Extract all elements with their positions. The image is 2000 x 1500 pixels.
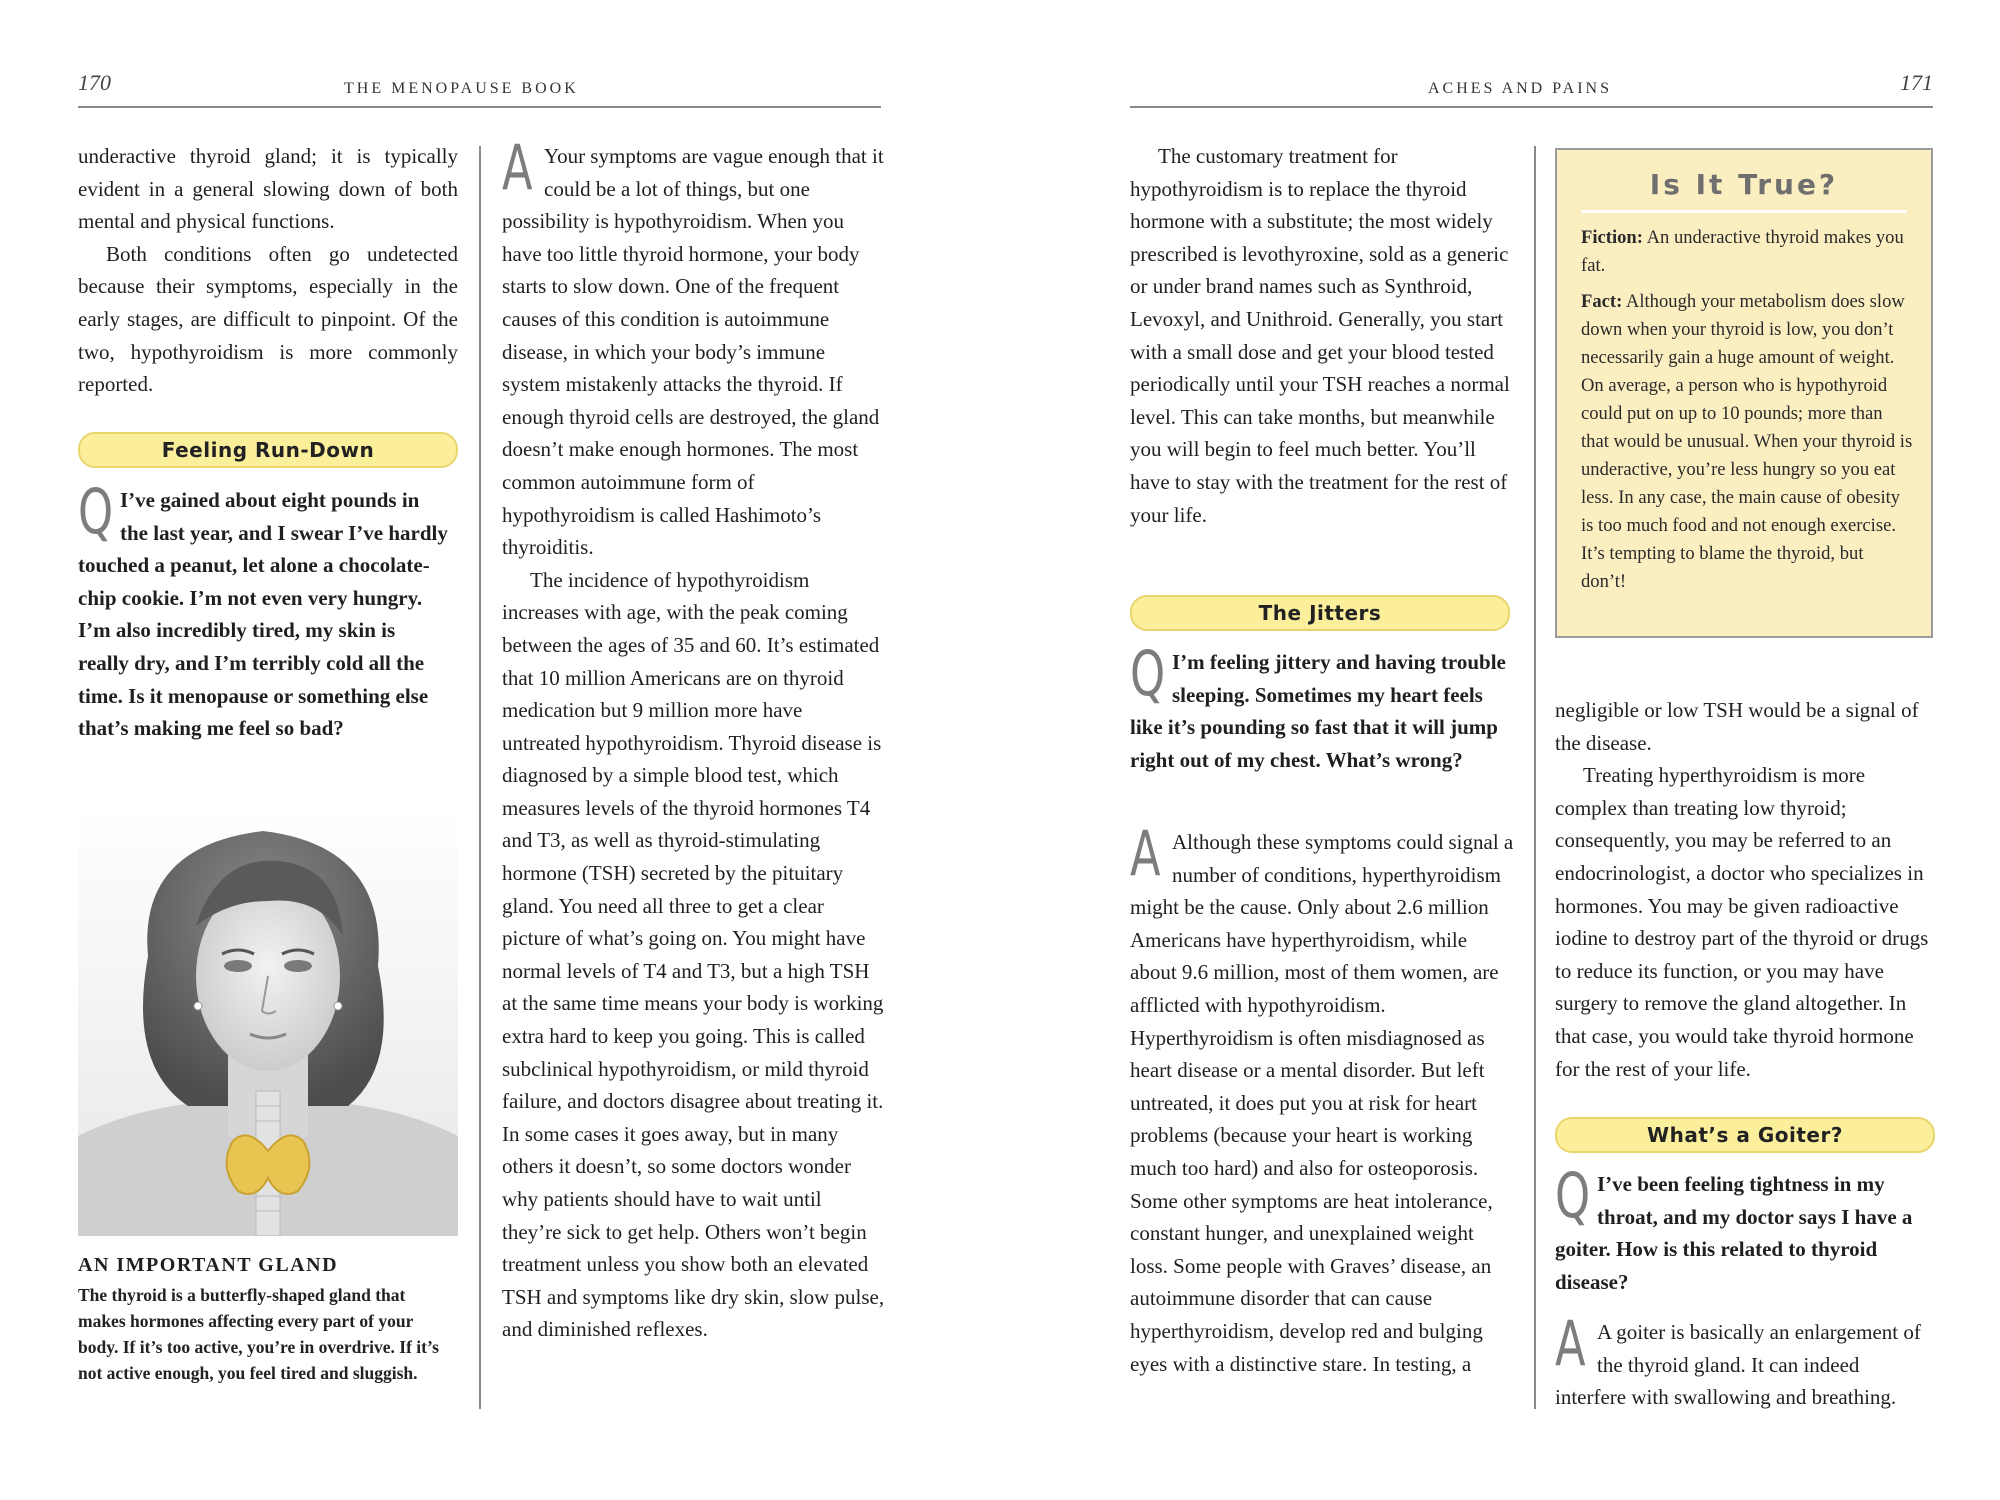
paragraph: Your symptoms are vague enough that it could be a lot of things, but one possibility is hypothyroidism. When you have too little thyroid hormone, your body starts to slow down. One of the frequent causes of this condition is autoimmune disease, in which your body’s immune system mistakenly attacks the thyroid. If enough thyroid cells are destroyed, the gland doesn’t make enough hormones. The most common autoimmune form of hypothyroidism is called Hashimoto’s thyroiditis. — [502, 144, 884, 560]
figure-caption: The thyroid is a butterfly-shaped gland that makes hormones affecting every part of your body. If it’s too active, you’re in overdrive. If it’s not active enough, you feel tired and sluggish. — [78, 1285, 439, 1383]
answer-drop-cap: A — [502, 131, 533, 204]
fact-label: Fact: — [1581, 291, 1623, 312]
fiction-statement — [1581, 224, 1913, 280]
fact-text: Although your metabolism does slow down when your thyroid is low, you don’t necessarily gain a huge amount of weight. On average, a person who is hypothyroid could put on up to 10 pounds; more than that would be unusual. When your thyroid is underactive, you’re less hungry so you eat less. In any case, the main cause of obesity is too much food and not enough exercise. It’s tempting to blame the thyroid, but don’t! — [1581, 291, 1913, 592]
page-number: 170 — [78, 70, 111, 95]
figure-caption-title: AN IMPORTANT GLAND — [78, 1254, 339, 1276]
paragraph: negligible or low TSH would be a signal of the disease. — [1555, 698, 1919, 755]
woman-portrait-icon — [78, 806, 458, 1236]
answer-drop-cap: A — [1130, 817, 1161, 890]
answer-block — [1130, 817, 1515, 1380]
section-heading: What’s a Goiter? — [1555, 1117, 1935, 1153]
question-text: I’ve been feeling tightness in my throat, and my doctor says I have a goiter. How is this related to thyroid disease? — [1555, 1172, 1913, 1294]
column-divider — [479, 146, 481, 1409]
fiction-label: Fiction: — [1581, 227, 1643, 248]
sidebar-body — [1581, 224, 1913, 604]
paragraph: Treating hyperthyroidism is more complex than treating low thyroid; consequently, you may be referred to an endocrinologist, a doctor who specializes in hormones. You may be given radioactive iodine to destroy part of the thyroid or drugs to reduce its function, or you may have surgery to remove the gland altogether. In that case, you would take thyroid hormone for the rest of your life. — [1555, 763, 1929, 1081]
sidebar-divider — [1581, 210, 1907, 213]
right-column-intro — [1130, 140, 1515, 531]
question-drop-cap: Q — [78, 475, 114, 548]
running-title: ACHES AND PAINS — [1428, 80, 1612, 97]
answer-block — [502, 131, 885, 1346]
section-heading: The Jitters — [1130, 595, 1510, 631]
answer-drop-cap: A — [1555, 1307, 1586, 1380]
paragraph: The incidence of hypothyroidism increases with age, with the peak coming between the ages of 35 and 60. It’s estimated that 10 million Americans are on thyroid medication but 9 million more have untreated hypothyroidism. Thyroid disease is diagnosed by a simple blood test, which measures levels of the thyroid hormones T4 and T3, as well as thyroid-stimulating hormone (TSH) secreted by the pituitary gland. You need all three to get a clear picture of what’s going on. You might have normal levels of T4 and T3, but a high TSH at the same time means your body is working extra hard to keep you going. This is called subclinical hypothyroidism, or mild thyroid failure, and doctors disagree about treating it. In some cases it goes away, but in many others it doesn’t, so some doctors wonder why patients should have to wait until they’re sick to get help. Others won’t begin treatment unless you show both an elevated TSH and symptoms like dry skin, slow pulse, and diminished reflexes. — [502, 567, 885, 1342]
paragraph: The customary treatment for hypothyroidism is to replace the thyroid hormone with a substitute; the most widely prescribed is levothyroxine, sold as a generic or under brand names such as Synthroid, Levoxyl, and Unithroid. Generally, you start with a small dose and get your blood tested periodically until your TSH reaches a normal level. This can take months, but meanwhile you will begin to feel much better. You’ll have to stay with the treatment for the rest of your life. — [1130, 144, 1510, 527]
answer-text: A goiter is basically an enlargement of the thyroid gland. It can indeed interfere with swallowing and breathing. — [1555, 1320, 1921, 1410]
question-block — [1555, 1159, 1933, 1298]
question-drop-cap: Q — [1130, 637, 1166, 710]
running-title: THE MENOPAUSE BOOK — [344, 80, 579, 97]
question-block — [78, 475, 448, 745]
running-head — [1130, 70, 1933, 108]
fact-statement — [1581, 288, 1913, 596]
is-it-true-sidebar — [1555, 148, 1933, 638]
fiction-text: An underactive thyroid makes you fat. — [1581, 227, 1904, 276]
answer-block — [1555, 1307, 1933, 1414]
running-head — [78, 70, 881, 108]
right-column-continuation — [1555, 694, 1933, 1085]
paragraph: underactive thyroid gland; it is typically evident in a general slowing down of both mental and physical functions. — [78, 144, 458, 234]
left-column-intro — [78, 140, 458, 401]
answer-text: Although these symptoms could signal a number of conditions, hyperthyroidism might be the cause. Only about 2.6 million Americans have hyperthyroidism, while about 9.6 million, most of them women, are afflicted with hypothyroidism. Hyperthyroidism is often misdiagnosed as heart disease or a mental disorder. But left untreated, it does put you at risk for heart problems (because your heart is working much too hard) and also for osteoporosis. Some other symptoms are heat intolerance, constant hunger, and unexplained weight loss. Some people with Graves’ disease, an autoimmune disorder that can cause hyperthyroidism, develop red and bulging eyes with a distinctive stare. In testing, a — [1130, 830, 1514, 1376]
paragraph: Both conditions often go undetected because their symptoms, especially in the early stages, are difficult to pinpoint. Of the two, hypothyroidism is more commonly reported. — [78, 241, 458, 397]
question-block — [1130, 637, 1515, 776]
sidebar-title: Is It True? — [1649, 168, 1839, 201]
question-text: I’m feeling jittery and having trouble sleeping. Sometimes my heart feels like it’s pounding so fast that it will jump right out of my chest. What’s wrong? — [1130, 650, 1506, 772]
column-divider — [1534, 146, 1536, 1409]
section-heading: Feeling Run-Down — [78, 432, 458, 468]
page-number: 171 — [1900, 70, 1933, 95]
right-page — [1000, 0, 2000, 1500]
thyroid-illustration — [78, 806, 458, 1236]
question-drop-cap: Q — [1555, 1159, 1591, 1232]
question-text: I’ve gained about eight pounds in the last year, and I swear I’ve hardly touched a peanut, let alone a chocolate-chip cookie. I’m not even very hungry. I’m also incredibly tired, my skin is really dry, and I’m terribly cold all the time. Is it menopause or something else that’s making me feel so bad? — [78, 488, 448, 741]
